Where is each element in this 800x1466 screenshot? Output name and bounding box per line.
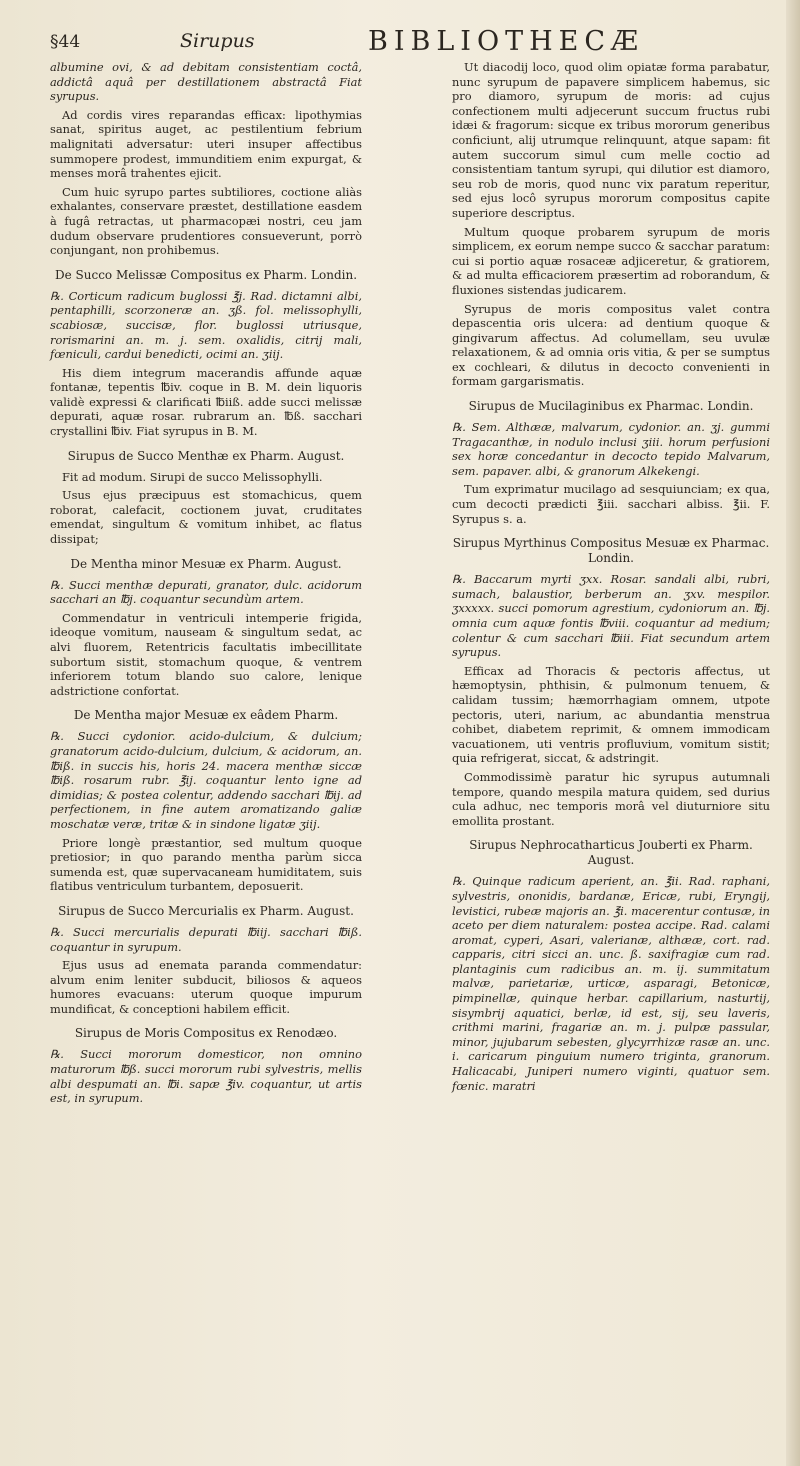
page-gutter (786, 0, 800, 1466)
page-header (50, 26, 765, 58)
section-heading: De Succo Melissæ Compositus ex Pharm. Londin. (54, 267, 358, 282)
section-heading: Sirupus de Mucilaginibus ex Pharmac. Londin. (468, 399, 754, 414)
paragraph: Ut diacodij loco, quod olim opiatæ forma parabatur, nunc syrupum de papavere simplicem habemus, sic pro diamoro, syrupum de moris: ad cujus confectionem multi adjecerunt succum fructus rubi idæi & fragorum: sicque ex tribus mororum generibus conficiunt, alij utrumque relinquunt, atque sapam: fit autem succorum simul cum melle coctio ad consistentiam tantum syrupi, qui dilutior est diamoro, seu rob de moris, quod nunc vix paratum reperitur, sed ejus locô syrupus mororum compositus capite superiore descriptus. (452, 60, 770, 220)
paragraph: Tum exprimatur mucilago ad sesquiunciam; ex qua, cum decocti prædicti ℥iii. sacchari albiss. ℥ii. F. Syrupus s. a. (452, 482, 770, 526)
section-heading: De Mentha minor Mesuæ ex Pharm. August. (70, 556, 342, 571)
recipe: ℞. Sem. Althææ, malvarum, cydonior. an. ʒj. gummi Tragacanthæ, in nodulo inclusi ʒiii. horum perfusioni sex horæ concedantur in decocto tepido Malvarum, sem. papaver. albi, & granorum Alkekengi. (452, 420, 770, 478)
paragraph: Commodissimè paratur hic syrupus autumnali tempore, quando mespila matura quidem, sed durius cula adhuc, nec temporis morâ vel diuturniore situ emollita prostant. (452, 769, 770, 828)
book-title: BIBLIOTHECÆ (368, 26, 645, 57)
paragraph: His diem integrum macerandis affunde aquæ fontanæ, tepentis ℔iv. coque in B. M. dein liquoris validè expressi & clarificati ℔iiß. adde succi melissæ depurati, aquæ rosar. rubrarum an. ℔ß. sacchari crystallini ℔iv. Fiat syrupus in B. M. (50, 365, 362, 439)
paragraph: Multum quoque probarem syrupum de moris simplicem, ex eorum nempe succo & sacchar paratum: cui si portio aquæ rosaceæ adjiceretur, & gratiorem, & ad multa efficaciorem præsertim ad roborandum, & fluxiones sistendas judicarem. (452, 224, 770, 297)
page-number: §44 (50, 32, 81, 52)
recipe: ℞. Succi mercurialis depurati ℔iij. sacchari ℔iß. coquantur in syrupum. (50, 924, 362, 954)
recipe: ℞. Succi mororum domesticor, non omnino maturorum ℔ß. succi mororum rubi sylvestris, mellis albi despumati an. ℔i. sapæ ℥iv. coquantur, ut artis est, in syrupum. (50, 1047, 362, 1106)
recipe: ℞. Quinque radicum aperient, an. ℥ii. Rad. raphani, sylvestris, ononidis, bardanæ, Ericæ, rubi, Eryngij, levistici, rubeæ majoris an. ℥i. macerentur contusæ, in aceto per diem naturalem: postea accipe. Rad. calami aromat, cyperi, Asari, valerianæ, althææ, cort. rad. capparis, citri sicci an. unc. ß. saxifragiæ cum rad. plantaginis cum radicibus an. m. ij. summitatum malvæ, parietariæ, urticæ, asparagi, Betonicæ, pimpinellæ, quinque herbar. capillarium, nasturtij, sisymbrij aquatici, berlæ, id est, sij, seu laveris, crithmi marini, fragariæ an. m. j. pulpæ passular, minor, jujubarum sebesten, glycyrrhizæ rasæ an. unc. i. caricarum pinguium numero triginta, granorum. Halicacabi, Juniperi numero viginti, quatuor sem. fœnic. maratri (452, 874, 770, 1093)
paragraph: albumine ovi, & ad debitam consistentiam coctâ, addictâ aquâ per destillationem abstractâ Fiat syrupus. (50, 60, 362, 104)
section-heading: Sirupus de Succo Menthæ ex Pharm. August. (67, 448, 345, 463)
paragraph: Fit ad modum. Sirupi de succo Melissophylli. (62, 469, 323, 484)
recipe: ℞. Succi menthæ depurati, granator, dulc. acidorum sacchari an ℔j. coquantur secundùm artem. (50, 577, 362, 607)
paragraph: Ejus usus ad enemata paranda commendatur: alvum enim leniter subducit, biliosos & aqueos humores evacuans: uterum quoque impurum mundificat, & conceptioni habilem efficit. (50, 958, 362, 1016)
paragraph: Priore longè præstantior, sed multum quoque pretiosior; in quo parando mentha parùm sicca sumenda est, quæ supervacaneam humiditatem, suis flatibus ventriculum turbantem, deposuerit. (50, 835, 362, 894)
paragraph: Cum huic syrupo partes subtiliores, coctione aliàs exhalantes, conservare præstet, destillatione easdem à fugâ retractas, ut pharmacopæi nostri, ceu jam dudum observare prudentiores consueverunt, porrò conjungant, non prohibemus. (50, 184, 362, 258)
section-heading: Sirupus de Succo Mercurialis ex Pharm. August. (58, 903, 354, 918)
recipe: ℞. Corticum radicum buglossi ℥j. Rad. dictamni albi, pentaphilli, scorzoneræ an. ʒß. fol. melissophylli, scabiosæ, succisæ, flor. buglossi utriusque, rorismarini an. m. j. sem. oxalidis, citrij mali, fœniculi, cardui benedicti, ocimi an. ʒiij. (50, 288, 362, 362)
section-heading: De Mentha major Mesuæ ex eâdem Pharm. (73, 708, 339, 723)
section-heading: Sirupus Myrthinus Compositus Mesuæ ex Pharmac. Londin. (452, 536, 770, 566)
section-heading: Sirupus Nephrocatharticus Jouberti ex Pharm. August. (469, 838, 753, 868)
section-heading: Sirupus de Moris Compositus ex Renodæo. (74, 1026, 338, 1041)
paragraph: Ad cordis vires reparandas efficax: lipothymias sanat, spiritus auget, ac pestilentium febrium malignitati adversatur: uteri insuper affectibus summopere prodest, immunditiem enim expurgat, & menses morâ trahentes ejicit. (50, 107, 362, 181)
left-column (50, 60, 362, 1110)
paragraph: Syrupus de moris compositus valet contra depascentia oris ulcera: ad dentium quoque & gingivarum affectus. Ad columellam, seu uvulæ relaxationem, & ad omnia oris vitia, & per se sumptus ex cochleari, & dilutus in decocto convenienti in formam gargarismatis. (452, 301, 770, 389)
recipe: ℞. Succi cydonior. acido-dulcium, & dulcium; granatorum acido-dulcium, dulcium, & acidorum, an. ℔iß. in succis his, horis 24. macera menthæ siccæ ℔iß. rosarum rubr. ℥ij. coquantur lento igne ad dimidias; & postea colentur, addendo sacchari ℔ij. ad perfectionem, in fine autem aromatizando galiæ moschatæ veræ, tritæ & in sindone ligatæ ʒiij. (50, 729, 362, 831)
running-head: Sirupus (180, 30, 255, 52)
paragraph: Efficax ad Thoracis & pectoris affectus, ut hæmoptysin, phthisin, & pulmonum tenuem, & calidam tussim; hæmorrhagiam omnem, utpote pectoris, uteri, narium, ac abundantia menstrua cohibet, diabetem reprimit, & omnem immodicam vacuationem, uti ventris profluvium, vomitum sistit; quia refrigerat, siccat, & adstringit. (452, 663, 770, 766)
recipe: ℞. Baccarum myrti ʒxx. Rosar. sandali albi, rubri, sumach, balaustior, berberum an. ʒxv. mespilor. ʒxxxxx. succi pomorum agrestium, cydoniorum an. ℔j. omnia cum aquæ fontis ℔viii. coquantur ad medium; colentur & cum sacchari ℔iii. Fiat secundum artem syrupus. (452, 572, 770, 660)
paragraph: Commendatur in ventriculi intemperie frigida, ideoque vomitum, nauseam & singultum sedat, ac alvi fluorem, Retentricis facultatis imbecillitate subortum sistit, stomachum quoque, & ventrem inferiorem totum blando suo calore, lenique adstrictione confortat. (50, 610, 362, 698)
paragraph: Usus ejus præcipuus est stomachicus, quem roborat, calefacit, coctionem juvat, cruditates emendat, singultum & vomitum inhibet, ac flatus dissipat; (50, 488, 362, 547)
right-column (452, 60, 770, 1097)
